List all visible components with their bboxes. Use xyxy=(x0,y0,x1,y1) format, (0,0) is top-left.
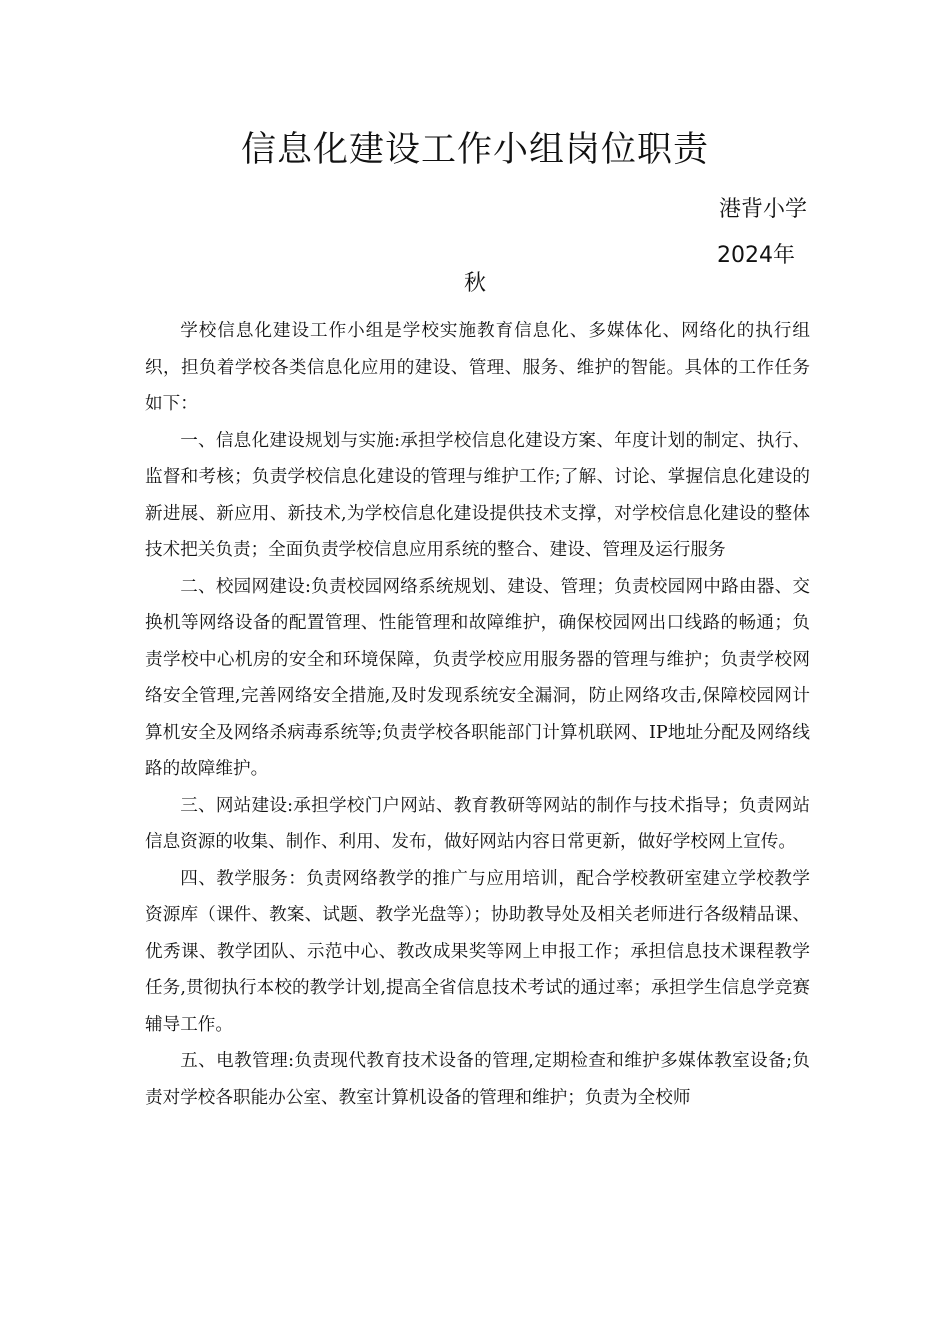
school-name: 港背小学 xyxy=(718,197,807,222)
intro-paragraph: 学校信息化建设工作小组是学校实施教育信息化、多媒体化、网络化的执行组织，担负着学校各类信息化应用的建设、管理、服务、维护的智能。具体的工作任务如下： xyxy=(145,321,810,414)
section-planning-paragraph: 一、信息化建设规划与实施:承担学校信息化建设方案、年度计划的制定、执行、监督和考核；负责学校信息化建设的管理与维护工作;了解、讨论、掌握信息化建设的新进展、新应用、新技术,为学校信息化建设提供技术支撑，对学校信息化建设的整体技术把关负责；全面负责学校信息应用系统的整合、建设、管理及运行服务 xyxy=(145,430,810,560)
section-teaching-service-paragraph: 四、教学服务：负责网络教学的推广与应用培训，配合学校教研室建立学校教学资源库（课件、教案、试题、教学光盘等）；协助教导处及相关老师进行各级精品课、优秀课、教学团队、示范中心、教改成果奖等网上申报工作；承担信息技术课程教学任务,贯彻执行本校的教学计划,提高全省信息技术考试的通过率；承担学生信息学竞赛辅导工作。 xyxy=(145,868,810,1035)
section-campus-network-paragraph: 二、校园网建设:负责校园网络系统规划、建设、管理；负责校园网中路由器、交换机等网络设备的配置管理、性能管理和故障维护，确保校园网出口线路的畅通；负责学校中心机房的安全和环境保障，负责学校应用服务器的管理与维护；负责学校网络安全管理,完善网络安全措施,及时发现系统安全漏洞，防止网络攻击,保障校园网计算机安全及网络杀病毒系统等;负责学校各职能部门计算机联网、IP地址分配及网络线路的故障维护。 xyxy=(145,576,810,779)
section-website-paragraph: 三、网站建设:承担学校门户网站、教育教研等网站的制作与技术指导；负责网站信息资源的收集、制作、利用、发布，做好网站内容日常更新，做好学校网上宣传。 xyxy=(145,795,810,852)
section-av-management-paragraph: 五、电教管理:负责现代教育技术设备的管理,定期检查和维护多媒体教室设备;负责对学校各职能办公室、教室计算机设备的管理和维护；负责为全校师 xyxy=(145,1051,810,1108)
document-body xyxy=(145,313,810,1116)
document-year: 2024年 xyxy=(717,243,795,268)
document-season: 秋 xyxy=(463,271,486,296)
document-title: 信息化建设工作小组岗位职责 xyxy=(240,130,709,170)
